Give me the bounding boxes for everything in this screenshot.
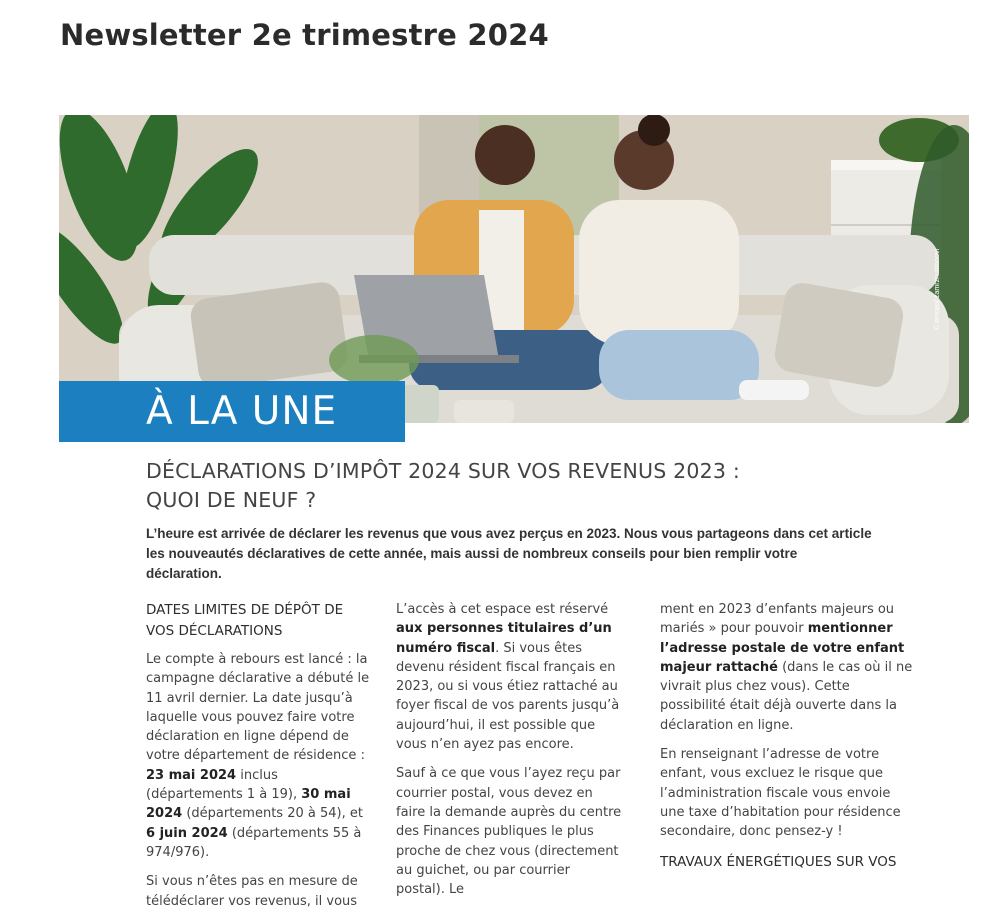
- a-la-une-label: À LA UNE: [146, 389, 338, 434]
- hero-photo: [59, 115, 969, 423]
- photo-credit: © envato/ zamrznutitonovi: [934, 248, 941, 330]
- a-la-une-banner: [59, 381, 405, 442]
- paragraph: Le compte à rebours est lancé : la campagne déclarative a débuté le 11 avril dernier. La date jusqu’à laquelle vous pouvez faire votre déclaration en ligne dépend de votre département de résidence : 23 mai 2024 inclus (départements 1 à 19), 30 mai 2024 (départements 20 à 54), et 6 juin 2024 (départements 55 à 974/976).: [146, 652, 370, 860]
- emphasis: mentionner l’adresse postale de votre enfant majeur rattaché: [660, 621, 905, 675]
- date-highlight: 23 mai 2024: [146, 767, 237, 783]
- article-column-1: [146, 600, 374, 921]
- paragraph: ment en 2023 d’enfants majeurs ou mariés » pour pouvoir mentionner l’adresse postale de votre enfant majeur rattaché (dans le cas où il ne vivrait plus chez vous). Cette possibilité était déjà ouverte dans la déclaration en ligne.: [660, 602, 913, 733]
- paragraph: Si vous n’êtes pas en mesure de télédéclarer vos revenus, il vous: [146, 874, 358, 909]
- article-intro: L’heure est arrivée de déclarer les revenus que vous avez perçus en 2023. Nous vous partageons dans cet article les nouveautés déclaratives de cette année, mais aussi de nombreux conseils pour bien remplir votre déclaration.: [146, 526, 872, 581]
- article-title: [146, 457, 846, 515]
- article-title-line2: QUOI DE NEUF ?: [146, 488, 317, 512]
- paragraph: En renseignant l’adresse de votre enfant, vous excluez le risque que l’administration fiscale vous envoie une taxe d’habitation pour résidence secondaire, donc pensez-y !: [660, 747, 901, 840]
- date-highlight: 30 mai 2024: [146, 787, 351, 822]
- date-highlight: 6 juin 2024: [146, 825, 228, 841]
- emphasis: aux personnes titulaires d’un numéro fiscal: [396, 621, 612, 656]
- paragraph: L’accès à cet espace est réservé aux personnes titulaires d’un numéro fiscal. Si vous êtes devenu résident fiscal français en 2023, ou si vous étiez rattaché au foyer fiscal de vos parents jusqu’à aujourd’hui, il est possible que vous n’en ayez pas encore.: [396, 602, 620, 753]
- article-column-3: [660, 600, 916, 881]
- section-heading-travaux: TRAVAUX ÉNERGÉTIQUES SUR VOS: [660, 853, 897, 870]
- article-column-2: [396, 600, 622, 909]
- page-title: Newsletter 2e trimestre 2024: [60, 18, 549, 52]
- section-heading-dates: DATES LIMITES DE DÉPÔT DE VOS DÉCLARATIONS: [146, 602, 344, 639]
- article-title-line1: DÉCLARATIONS D’IMPÔT 2024 SUR VOS REVENUS 2023 :: [146, 459, 740, 483]
- paragraph: Sauf à ce que vous l’ayez reçu par courrier postal, vous devez en faire la demande auprès du centre des Finances publiques le plus proche de chez vous (directement au guichet, ou par courrier postal). Le: [396, 766, 622, 898]
